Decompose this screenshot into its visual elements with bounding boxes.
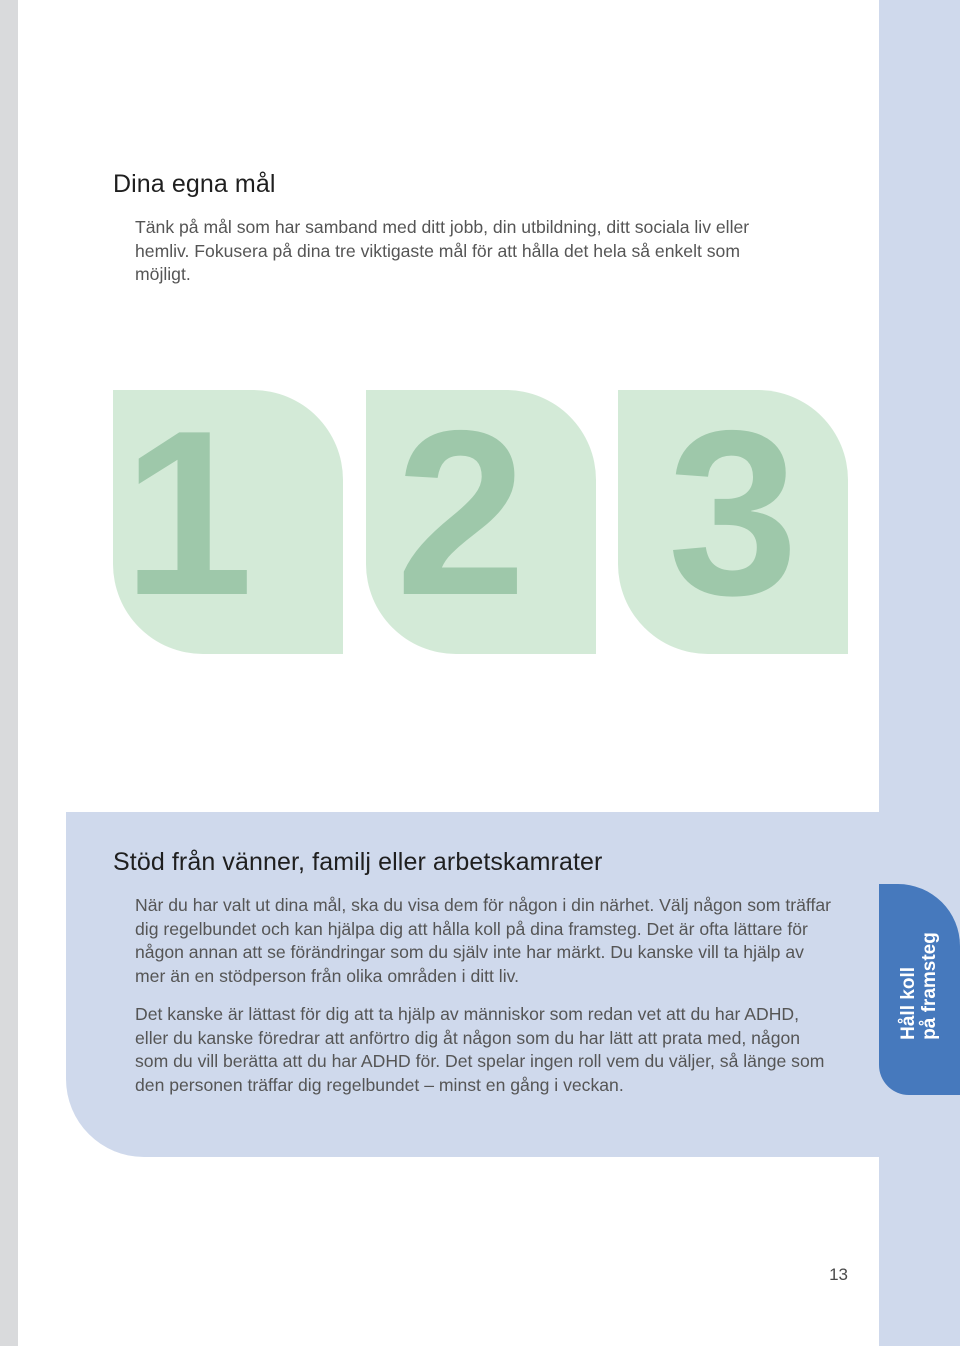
right-margin-strip: [879, 0, 960, 1346]
goal-number-2: 2: [395, 381, 527, 644]
goal-number-3: 3: [667, 381, 799, 644]
goals-heading: Dina egna mål: [113, 170, 276, 198]
side-tab-label: [898, 932, 940, 1040]
goal-tile-1: [113, 381, 343, 654]
section-side-tab: [879, 884, 960, 1095]
support-heading: Stöd från vänner, familj eller arbetskamrater: [113, 848, 603, 876]
support-paragraph-2: Det kanske är lättast för dig att ta hjälp av människor som redan vet att du har ADHD, eller du kanske föredrar att anförtro dig åt någon som du har lätt att prata med, någon som du vill berätta att du har ADHD för. Det spelar ingen roll vem du väljer, så länge som den personen träffar dig regelbundet – minst en gång i veckan.: [135, 1004, 825, 1095]
left-margin-strip: [0, 0, 18, 1346]
side-tab-line-2: på framsteg: [919, 932, 940, 1040]
side-tab-line-1: Håll koll: [898, 966, 919, 1040]
goals-intro-text: Tänk på mål som har samband med ditt jobb, din utbildning, ditt sociala liv eller hemliv. Fokusera på dina tre viktigaste mål för att hålla det hela så enkelt som möjligt.: [135, 217, 750, 284]
page-number: 13: [829, 1265, 848, 1284]
goal-tile-3: [618, 381, 848, 654]
goal-tile-2: [366, 381, 596, 654]
support-paragraph-1: När du har valt ut dina mål, ska du visa dem för någon i din närhet. Välj någon som träffar dig regelbundet och kan hjälpa dig att hålla koll på dina framsteg. Det är ofta lättare för någon annan att se förändringar som du själv inte har märkt. Du kanske vill ta hjälp av mer än en stödperson från olika områden i ditt liv.: [135, 895, 831, 986]
goal-number-1: 1: [122, 381, 254, 644]
